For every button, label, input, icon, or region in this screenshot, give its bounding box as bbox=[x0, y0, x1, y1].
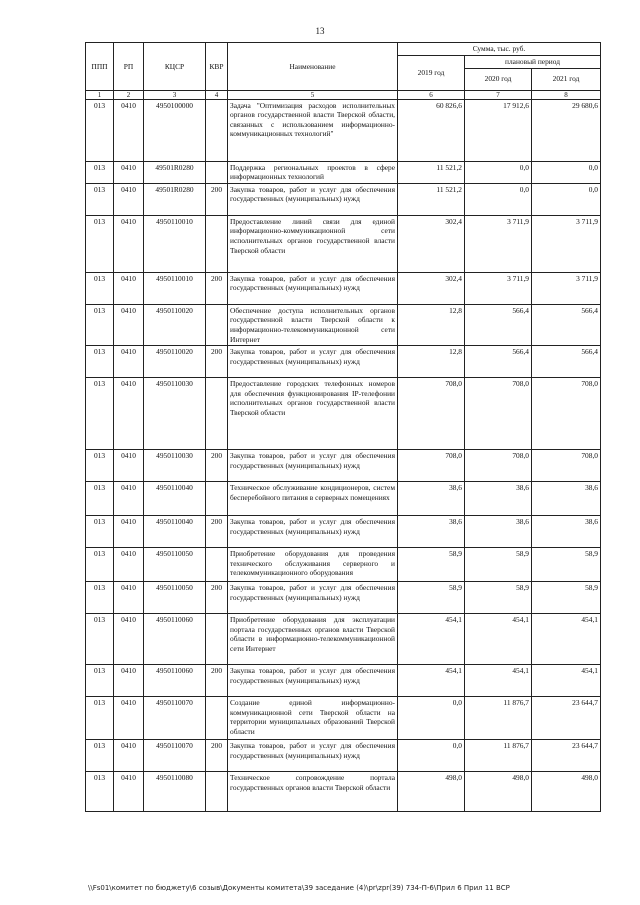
table-body bbox=[86, 99, 601, 812]
amount-2021-cell: 498,0 bbox=[532, 772, 601, 812]
amount-2021-cell: 0,0 bbox=[532, 183, 601, 215]
amount-2019-cell: 708,0 bbox=[398, 378, 465, 450]
rp-cell: 0410 bbox=[114, 740, 144, 772]
amount-2021-cell: 566,4 bbox=[532, 304, 601, 345]
name-cell: Предоставление городских телефонных номеров для обеспечения функционирования IP-телефонии исполнительных органов государственной власти Тверской области bbox=[228, 378, 398, 450]
table-row bbox=[86, 99, 601, 161]
table-row bbox=[86, 582, 601, 614]
table-row bbox=[86, 516, 601, 548]
ppp-cell: 013 bbox=[86, 516, 114, 548]
kvr-cell bbox=[206, 215, 228, 272]
table-row bbox=[86, 346, 601, 378]
rp-cell: 0410 bbox=[114, 450, 144, 482]
header-2021: 2021 год bbox=[532, 68, 601, 90]
kvr-cell: 200 bbox=[206, 740, 228, 772]
amount-2019-cell: 11 521,2 bbox=[398, 161, 465, 183]
header-2020: 2020 год bbox=[465, 68, 532, 90]
amount-2021-cell: 454,1 bbox=[532, 614, 601, 665]
table-row bbox=[86, 183, 601, 215]
amount-2019-cell: 12,8 bbox=[398, 304, 465, 345]
amount-2019-cell: 38,6 bbox=[398, 516, 465, 548]
name-cell: Закупка товаров, работ и услуг для обеспечения государственных (муниципальных) нужд bbox=[228, 516, 398, 548]
rp-cell: 0410 bbox=[114, 697, 144, 740]
ppp-cell: 013 bbox=[86, 272, 114, 304]
ppp-cell: 013 bbox=[86, 161, 114, 183]
kvr-cell bbox=[206, 304, 228, 345]
kvr-cell bbox=[206, 772, 228, 812]
kcsr-cell: 4950110040 bbox=[144, 482, 206, 516]
amount-2020-cell: 0,0 bbox=[465, 161, 532, 183]
kvr-cell bbox=[206, 614, 228, 665]
kvr-cell bbox=[206, 697, 228, 740]
kvr-cell: 200 bbox=[206, 516, 228, 548]
kvr-cell: 200 bbox=[206, 183, 228, 215]
amount-2021-cell: 58,9 bbox=[532, 548, 601, 582]
table-row bbox=[86, 215, 601, 272]
amount-2021-cell: 454,1 bbox=[532, 665, 601, 697]
ppp-cell: 013 bbox=[86, 450, 114, 482]
kcsr-cell: 49501R0280 bbox=[144, 183, 206, 215]
amount-2021-cell: 708,0 bbox=[532, 378, 601, 450]
amount-2019-cell: 302,4 bbox=[398, 215, 465, 272]
amount-2021-cell: 708,0 bbox=[532, 450, 601, 482]
rp-cell: 0410 bbox=[114, 548, 144, 582]
amount-2020-cell: 498,0 bbox=[465, 772, 532, 812]
table-row bbox=[86, 304, 601, 345]
header-rp: РП bbox=[114, 43, 144, 91]
ppp-cell: 013 bbox=[86, 772, 114, 812]
ppp-cell: 013 bbox=[86, 697, 114, 740]
kvr-cell bbox=[206, 99, 228, 161]
kcsr-cell: 4950110080 bbox=[144, 772, 206, 812]
rp-cell: 0410 bbox=[114, 482, 144, 516]
amount-2021-cell: 38,6 bbox=[532, 482, 601, 516]
amount-2019-cell: 454,1 bbox=[398, 614, 465, 665]
rp-cell: 0410 bbox=[114, 304, 144, 345]
table-row bbox=[86, 548, 601, 582]
amount-2020-cell: 58,9 bbox=[465, 582, 532, 614]
table-row bbox=[86, 161, 601, 183]
name-cell: Закупка товаров, работ и услуг для обеспечения государственных (муниципальных) нужд bbox=[228, 346, 398, 378]
rp-cell: 0410 bbox=[114, 161, 144, 183]
ppp-cell: 013 bbox=[86, 665, 114, 697]
rp-cell: 0410 bbox=[114, 665, 144, 697]
amount-2019-cell: 58,9 bbox=[398, 548, 465, 582]
ppp-cell: 013 bbox=[86, 183, 114, 215]
amount-2020-cell: 0,0 bbox=[465, 183, 532, 215]
name-cell: Закупка товаров, работ и услуг для обеспечения государственных (муниципальных) нужд bbox=[228, 183, 398, 215]
kcsr-cell: 4950110040 bbox=[144, 516, 206, 548]
kvr-cell: 200 bbox=[206, 450, 228, 482]
ppp-cell: 013 bbox=[86, 304, 114, 345]
amount-2019-cell: 0,0 bbox=[398, 697, 465, 740]
table-row bbox=[86, 450, 601, 482]
amount-2019-cell: 60 826,6 bbox=[398, 99, 465, 161]
name-cell: Техническое обслуживание кондиционеров, систем бесперебойного питания в серверных помещениях bbox=[228, 482, 398, 516]
header-2019: 2019 год bbox=[398, 56, 465, 91]
header-kvr: КВР bbox=[206, 43, 228, 91]
amount-2020-cell: 454,1 bbox=[465, 614, 532, 665]
kvr-cell bbox=[206, 548, 228, 582]
rp-cell: 0410 bbox=[114, 215, 144, 272]
amount-2019-cell: 38,6 bbox=[398, 482, 465, 516]
ppp-cell: 013 bbox=[86, 614, 114, 665]
kcsr-cell: 4950110050 bbox=[144, 582, 206, 614]
ppp-cell: 013 bbox=[86, 378, 114, 450]
amount-2021-cell: 23 644,7 bbox=[532, 740, 601, 772]
amount-2020-cell: 566,4 bbox=[465, 304, 532, 345]
rp-cell: 0410 bbox=[114, 183, 144, 215]
rp-cell: 0410 bbox=[114, 772, 144, 812]
table-row bbox=[86, 614, 601, 665]
kcsr-cell: 4950110060 bbox=[144, 665, 206, 697]
kcsr-cell: 4950110030 bbox=[144, 378, 206, 450]
ppp-cell: 013 bbox=[86, 548, 114, 582]
name-cell: Обеспечение доступа исполнительных органов государственной власти Тверской области к информационно-телекоммуникационной сети Интернет bbox=[228, 304, 398, 345]
column-number: 6 bbox=[398, 90, 465, 99]
amount-2020-cell: 38,6 bbox=[465, 482, 532, 516]
kcsr-cell: 4950100000 bbox=[144, 99, 206, 161]
kcsr-cell: 4950110050 bbox=[144, 548, 206, 582]
kcsr-cell: 4950110020 bbox=[144, 304, 206, 345]
ppp-cell: 013 bbox=[86, 582, 114, 614]
name-cell: Приобретение оборудования для эксплуатации портала государственных органов власти Тверской области в информационно-телекоммуникационной сети Интернет bbox=[228, 614, 398, 665]
page-number: 13 bbox=[315, 26, 325, 36]
rp-cell: 0410 bbox=[114, 272, 144, 304]
amount-2020-cell: 3 711,9 bbox=[465, 272, 532, 304]
amount-2020-cell: 708,0 bbox=[465, 378, 532, 450]
amount-2021-cell: 58,9 bbox=[532, 582, 601, 614]
kcsr-cell: 4950110070 bbox=[144, 697, 206, 740]
kvr-cell: 200 bbox=[206, 665, 228, 697]
kvr-cell: 200 bbox=[206, 272, 228, 304]
amount-2020-cell: 11 876,7 bbox=[465, 697, 532, 740]
column-number: 8 bbox=[532, 90, 601, 99]
name-cell: Приобретение оборудования для проведения технического обслуживания серверного и телекоммуникационного оборудования bbox=[228, 548, 398, 582]
amount-2020-cell: 708,0 bbox=[465, 450, 532, 482]
column-number: 3 bbox=[144, 90, 206, 99]
name-cell: Техническое сопровождение портала государственных органов власти Тверской области bbox=[228, 772, 398, 812]
amount-2021-cell: 3 711,9 bbox=[532, 272, 601, 304]
amount-2019-cell: 454,1 bbox=[398, 665, 465, 697]
amount-2021-cell: 0,0 bbox=[532, 161, 601, 183]
amount-2019-cell: 708,0 bbox=[398, 450, 465, 482]
ppp-cell: 013 bbox=[86, 740, 114, 772]
amount-2019-cell: 58,9 bbox=[398, 582, 465, 614]
column-number: 5 bbox=[228, 90, 398, 99]
amount-2019-cell: 302,4 bbox=[398, 272, 465, 304]
header-kcsr: КЦСР bbox=[144, 43, 206, 91]
table-row bbox=[86, 665, 601, 697]
rp-cell: 0410 bbox=[114, 99, 144, 161]
kcsr-cell: 49501R0280 bbox=[144, 161, 206, 183]
ppp-cell: 013 bbox=[86, 99, 114, 161]
amount-2020-cell: 566,4 bbox=[465, 346, 532, 378]
table-row bbox=[86, 740, 601, 772]
amount-2020-cell: 3 711,9 bbox=[465, 215, 532, 272]
column-number: 7 bbox=[465, 90, 532, 99]
header-name: Наименование bbox=[228, 43, 398, 91]
kcsr-cell: 4950110010 bbox=[144, 272, 206, 304]
file-path-footer: \\Fs01\комитет по бюджету\6 созыв\Документы комитета\39 заседание (4)\pr\zpr(39) 734-П-6\Прил 6 Прил 11 ВСР bbox=[88, 884, 510, 892]
kcsr-cell: 4950110070 bbox=[144, 740, 206, 772]
rp-cell: 0410 bbox=[114, 614, 144, 665]
name-cell: Предоставление линий связи для единой информационно-коммуникационной сети исполнительных органов государственной власти Тверской области bbox=[228, 215, 398, 272]
amount-2019-cell: 12,8 bbox=[398, 346, 465, 378]
kvr-cell: 200 bbox=[206, 582, 228, 614]
table-row bbox=[86, 272, 601, 304]
ppp-cell: 013 bbox=[86, 215, 114, 272]
kvr-cell bbox=[206, 482, 228, 516]
column-number: 1 bbox=[86, 90, 114, 99]
name-cell: Создание единой информационно-коммуникационной сети Тверской области на территории муниципальных образований Тверской области bbox=[228, 697, 398, 740]
amount-2020-cell: 454,1 bbox=[465, 665, 532, 697]
kvr-cell bbox=[206, 161, 228, 183]
amount-2021-cell: 566,4 bbox=[532, 346, 601, 378]
name-cell: Поддержка региональных проектов в сфере информационных технологий bbox=[228, 161, 398, 183]
name-cell: Закупка товаров, работ и услуг для обеспечения государственных (муниципальных) нужд bbox=[228, 740, 398, 772]
kcsr-cell: 4950110030 bbox=[144, 450, 206, 482]
kcsr-cell: 4950110060 bbox=[144, 614, 206, 665]
name-cell: Закупка товаров, работ и услуг для обеспечения государственных (муниципальных) нужд bbox=[228, 665, 398, 697]
amount-2019-cell: 11 521,2 bbox=[398, 183, 465, 215]
amount-2020-cell: 17 912,6 bbox=[465, 99, 532, 161]
name-cell: Закупка товаров, работ и услуг для обеспечения государственных (муниципальных) нужд bbox=[228, 450, 398, 482]
table-row bbox=[86, 482, 601, 516]
amount-2021-cell: 23 644,7 bbox=[532, 697, 601, 740]
amount-2020-cell: 11 876,7 bbox=[465, 740, 532, 772]
ppp-cell: 013 bbox=[86, 482, 114, 516]
table-row bbox=[86, 772, 601, 812]
rp-cell: 0410 bbox=[114, 516, 144, 548]
amount-2020-cell: 38,6 bbox=[465, 516, 532, 548]
kcsr-cell: 4950110010 bbox=[144, 215, 206, 272]
rp-cell: 0410 bbox=[114, 346, 144, 378]
table-row bbox=[86, 697, 601, 740]
amount-2021-cell: 29 680,6 bbox=[532, 99, 601, 161]
amount-2021-cell: 3 711,9 bbox=[532, 215, 601, 272]
rp-cell: 0410 bbox=[114, 582, 144, 614]
name-cell: Закупка товаров, работ и услуг для обеспечения государственных (муниципальных) нужд bbox=[228, 272, 398, 304]
table-header bbox=[86, 43, 601, 100]
column-number: 2 bbox=[114, 90, 144, 99]
name-cell: Закупка товаров, работ и услуг для обеспечения государственных (муниципальных) нужд bbox=[228, 582, 398, 614]
header-ppp: ППП bbox=[86, 43, 114, 91]
table-row bbox=[86, 378, 601, 450]
ppp-cell: 013 bbox=[86, 346, 114, 378]
column-number: 4 bbox=[206, 90, 228, 99]
rp-cell: 0410 bbox=[114, 378, 144, 450]
kvr-cell: 200 bbox=[206, 346, 228, 378]
kcsr-cell: 4950110020 bbox=[144, 346, 206, 378]
column-number-row bbox=[86, 90, 601, 99]
header-sum: Сумма, тыс. руб. bbox=[398, 43, 601, 56]
kvr-cell bbox=[206, 378, 228, 450]
amount-2021-cell: 38,6 bbox=[532, 516, 601, 548]
name-cell: Задача "Оптимизация расходов исполнительных органов государственной власти Тверской области, связанных с использованием информационно-коммуникационных технологий" bbox=[228, 99, 398, 161]
amount-2019-cell: 0,0 bbox=[398, 740, 465, 772]
amount-2020-cell: 58,9 bbox=[465, 548, 532, 582]
budget-table bbox=[85, 42, 601, 812]
header-planned-period: плановый период bbox=[465, 56, 601, 69]
amount-2019-cell: 498,0 bbox=[398, 772, 465, 812]
